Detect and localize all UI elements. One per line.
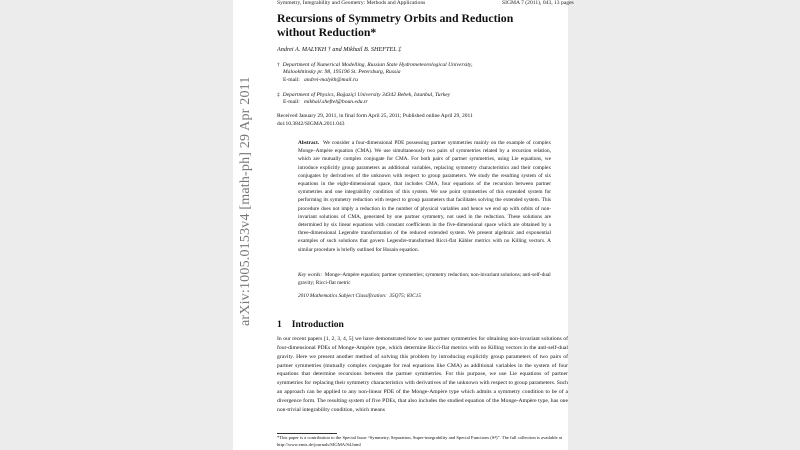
abstract <box>298 139 551 254</box>
title-line-2: without Reduction* <box>277 25 377 39</box>
section-heading <box>277 319 344 330</box>
msc-classification <box>298 292 551 300</box>
sigma-reference: SIGMA 7 (2011), 043, 13 pages <box>502 0 574 6</box>
doi[interactable]: doi:10.3842/SIGMA.2011.043 <box>277 121 345 127</box>
affiliation-mark: ‡ <box>277 92 280 98</box>
msc-text: 35Q75; 83C15 <box>389 293 422 299</box>
msc-label: 2010 Mathematics Subject Classification: <box>298 293 387 299</box>
paper-title <box>277 11 513 39</box>
email-link[interactable]: mikhail.sheftel@boun.edu.tr <box>303 99 368 106</box>
keywords-text: Monge–Ampère equation; partner symmetries; symmetry reduction; non-invariant solutions; anti-self-dual gravity; Ricci-flat metric <box>298 272 551 287</box>
email-label: E-mail: <box>283 76 300 83</box>
footnote-rule <box>277 433 337 434</box>
arxiv-stamp: arXiv:1005.0153v4 [math-ph] 29 Apr 2011 <box>238 76 253 326</box>
affiliation-1 <box>277 62 473 84</box>
intro-paragraph: In our recent papers [1, 2, 3, 4, 5] we have demonstrated how to use partner symmetries for obtaining non-invariant solutions of four-dimensional PDEs of Monge-Ampère type, which determine Ricci-flat metrics with no Killing vectors in the anti-self-dual gravity. Here we present another method of solving this problem by introducing explicitly group parameters of two pairs of partner symmetries (mutually complex conjugate for real equations like CMA) as additional variables in the system of four equations that determine recursions between the partner symmetries. For this purpose, we use Lie equations of partner symmetries for replacing their symmetry characteristics with derivatives of the unknown with respect to group parameters. Such an approach can be applied to any non-linear PDE of the Monge-Ampère type which admits a symmetry condition to be of a divergence form. The resulting system of five PDEs, that also includes the studied equation of the Monge-Ampère type, has one non-trivial integrability condition, which means <box>277 336 568 413</box>
affiliation-address: Malookhtinsky pr. 98, 195196 St. Petersburg, Russia <box>283 69 401 76</box>
section-title: Introduction <box>291 319 344 330</box>
email-link[interactable]: andrei-malykh@mail.ru <box>303 76 358 83</box>
footnote: *This paper is a contribution to the Special Issue “Symmetry, Separation, Super-integrability and Special Functions (S⁴)”. The full collection is available at http://www.emis.de/journals/SIGMA/S4.html <box>277 435 563 447</box>
section-number: 1 <box>277 319 282 330</box>
email-label: E-mail: <box>283 99 300 106</box>
affiliation-mark: † <box>277 62 280 68</box>
affiliation-line: Department of Physics, Boğaziçi University 34342 Bebek, Istanbul, Turkey <box>282 92 451 98</box>
keywords <box>298 271 551 287</box>
abstract-label: Abstract. <box>298 140 320 146</box>
received-dates: Received January 29, 2011, in final form April 25, 2011; Published online April 29, 2011 <box>277 113 473 119</box>
authors: Andrei A. MALYKH † and Mikhail B. SHEFTEL ‡ <box>277 46 402 53</box>
abstract-text: We consider a four-dimensional PDE possessing partner symmetries mainly on the example of complex Monge–Ampère equation (CMA). We use simultaneously two pairs of symmetries related by a recursion relation, which are mutually complex conjugate for CMA. For both pairs of partner symmetries, using Lie equations, we introduce explicitly group parameters as additional variables, replacing symmetry characteristics and their complex conjugates by derivatives of the unknown with respect to group parameters. We study the resulting system of six equations in the eight-dimensional space, that includes CMA, four equations of the recursion between partner symmetries and one integrability condition of this system. We use point symmetries of this extended system for performing its symmetry reduction with respect to group parameters that facilitates solving the extended system. This procedure does not imply a reduction in the number of physical variables and hence we end up with orbits of non-invariant solutions of CMA, generated by one partner symmetry, not used in the reduction. These solutions are determined by six linear equations with constant coefficients in the five-dimensional space which are obtained by a three-dimensional Legendre transformation of the reduced extended system. We present algebraic and exponential examples of such solutions that govern Legendre-transformed Ricci-flat Kähler metrics with no Killing vectors. A similar procedure is briefly outlined for Husain equation. <box>298 140 551 253</box>
keywords-label: Key words: <box>298 272 323 278</box>
title-line-1: Recursions of Symmetry Orbits and Reduction <box>277 11 514 25</box>
affiliation-line: Department of Numerical Modelling, Russian State Hydrometeorological University, <box>282 62 473 68</box>
journal-header: Symmetry, Integrability and Geometry: Methods and Applications <box>277 0 426 6</box>
affiliation-2 <box>277 92 450 107</box>
